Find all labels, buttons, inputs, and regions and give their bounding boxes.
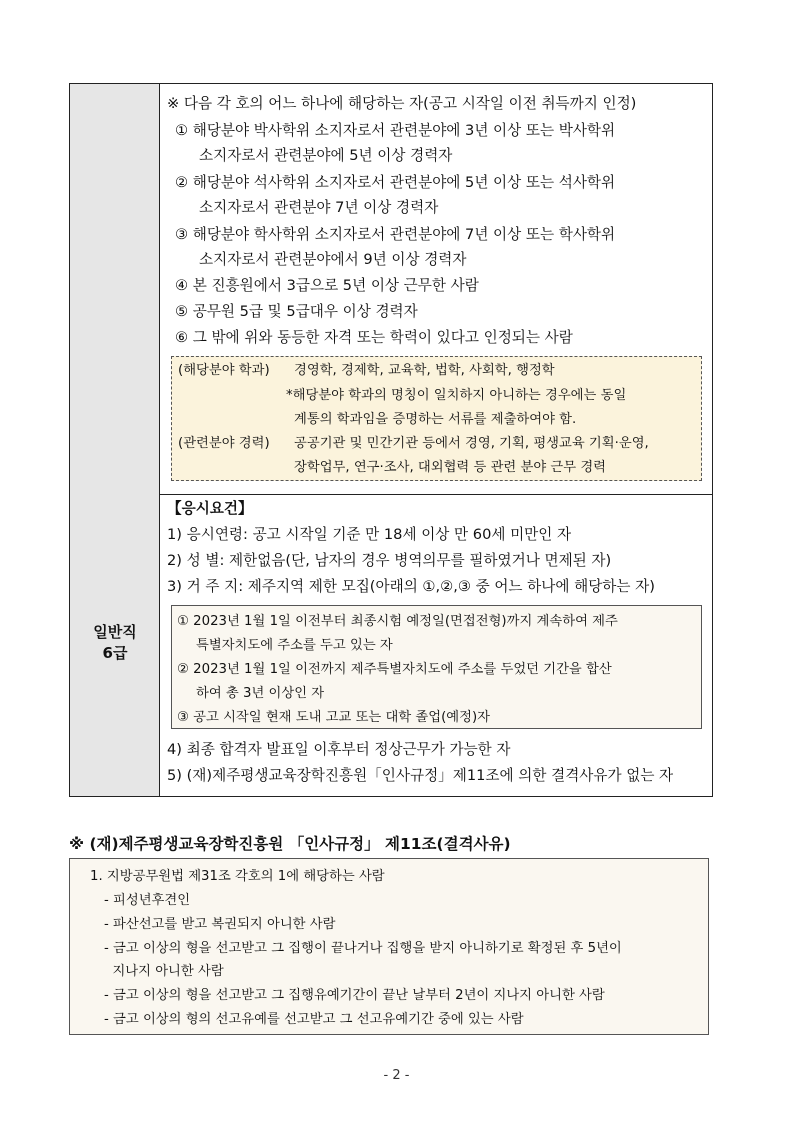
residence-box (171, 605, 702, 729)
field-note-box (171, 356, 702, 481)
qualification-grade-cell (70, 84, 160, 494)
dept-note-1: *해당분야 학과의 명칭이 일치하지 아니하는 경우에는 동일 (286, 388, 627, 403)
career-label: (관련분야 경력) (178, 436, 270, 451)
general-grade6-row (70, 494, 712, 796)
requirements-table (69, 83, 713, 797)
disqualification-sub-3-cont: 지나지 아니한 사람 (104, 964, 224, 979)
residence-item-2: ② 2023년 1월 1일 이전까지 제주특별자치도에 주소를 두었던 기간을 합산 (177, 662, 612, 677)
residence-item-3: ③ 공고 시작일 현재 도내 고교 또는 대학 졸업(예정)자 (177, 710, 491, 725)
disqualification-box (69, 858, 709, 1035)
career-value-1: 공공기관 및 민간기관 등에서 경영, 기획, 평생교육 기획·운영, (294, 436, 649, 451)
disqualification-title: ※ (재)제주평생교육장학진흥원 「인사규정」 제11조(결격사유) (69, 835, 511, 853)
qualification-item-1: ① 해당분야 박사학위 소지자로서 관련분야에 3년 이상 또는 박사학위 (175, 122, 616, 139)
residence-item-1: ① 2023년 1월 1일 이전부터 최종시험 예정일(면접전형)까지 계속하여 제주 (177, 614, 618, 629)
disqualification-sub-4: - 금고 이상의 형을 선고받고 그 집행유예기간이 끝난 날부터 2년이 지나지 아니한 사람 (104, 988, 605, 1003)
qualification-item-5: ⑤ 공무원 5급 및 5급대우 이상 경력자 (175, 303, 418, 320)
dept-label: (해당분야 학과) (178, 363, 270, 378)
requirement-age: 1) 응시연령: 공고 시작일 기준 만 18세 이상 만 60세 미만인 자 (167, 526, 572, 543)
dept-note-2: 계통의 학과임을 증명하는 서류를 제출하여야 함. (294, 412, 577, 427)
qualification-item-4: ④ 본 진흥원에서 3급으로 5년 이상 근무한 사람 (175, 277, 479, 294)
disqualification-item-1: 1. 지방공무원법 제31조 각호의 1에 해당하는 사람 (90, 869, 385, 884)
qualification-intro: ※ 다음 각 호의 어느 하나에 해당하는 자(공고 시작일 이전 취득까지 인정) (167, 95, 637, 112)
grade-label-line1: 일반직 (93, 623, 137, 641)
grade-cell (70, 494, 160, 796)
dept-value: 경영학, 경제학, 교육학, 법학, 사회학, 행정학 (294, 363, 555, 378)
career-value-2: 장학업무, 연구·조사, 대외협력 등 관련 분야 근무 경력 (294, 460, 607, 475)
requirement-work-availability: 4) 최종 합격자 발표일 이후부터 정상근무가 가능한 자 (167, 741, 511, 758)
residence-item-1-cont: 특별자치도에 주소를 두고 있는 자 (196, 638, 393, 653)
grade-label-line2: 6급 (102, 644, 128, 662)
requirement-no-disqualification: 5) (재)제주평생교육장학진흥원「인사규정」제11조에 의한 결격사유가 없는 자 (167, 767, 674, 784)
disqualification-sub-2: - 파산선고를 받고 복권되지 아니한 사람 (104, 917, 336, 932)
requirement-gender: 2) 성 별: 제한없음(단, 남자의 경우 병역의무를 필하였거나 면제된 자) (167, 552, 612, 569)
disqualification-sub-5: - 금고 이상의 형의 선고유예를 선고받고 그 선고유예기간 중에 있는 사람 (104, 1012, 524, 1027)
requirements-heading: 【응시요건】 (167, 500, 253, 517)
qualification-row (70, 84, 712, 495)
disqualification-sub-3: - 금고 이상의 형을 선고받고 그 집행이 끝나거나 집행을 받지 아니하기로 확정된 후 5년이 (104, 941, 622, 956)
qualification-item-1-cont: 소지자로서 관련분야에 5년 이상 경력자 (199, 147, 453, 164)
qualification-item-6: ⑥ 그 밖에 위와 동등한 자격 또는 학력이 있다고 인정되는 사람 (175, 329, 573, 346)
qualification-item-2-cont: 소지자로서 관련분야 7년 이상 경력자 (199, 199, 439, 216)
qualification-item-3-cont: 소지자로서 관련분야에서 9년 이상 경력자 (199, 251, 467, 268)
residence-item-2-cont: 하여 총 3년 이상인 자 (196, 686, 325, 701)
disqualification-sub-1: - 피성년후견인 (104, 893, 191, 908)
requirement-residence: 3) 거 주 지: 제주지역 제한 모집(아래의 ①,②,③ 중 어느 하나에 해당하는 자) (167, 578, 655, 595)
qualification-item-3: ③ 해당분야 학사학위 소지자로서 관련분야에 7년 이상 또는 학사학위 (175, 226, 616, 243)
page-number: - 2 - (383, 1068, 410, 1083)
qualification-item-2: ② 해당분야 석사학위 소지자로서 관련분야에 5년 이상 또는 석사학위 (175, 174, 616, 191)
